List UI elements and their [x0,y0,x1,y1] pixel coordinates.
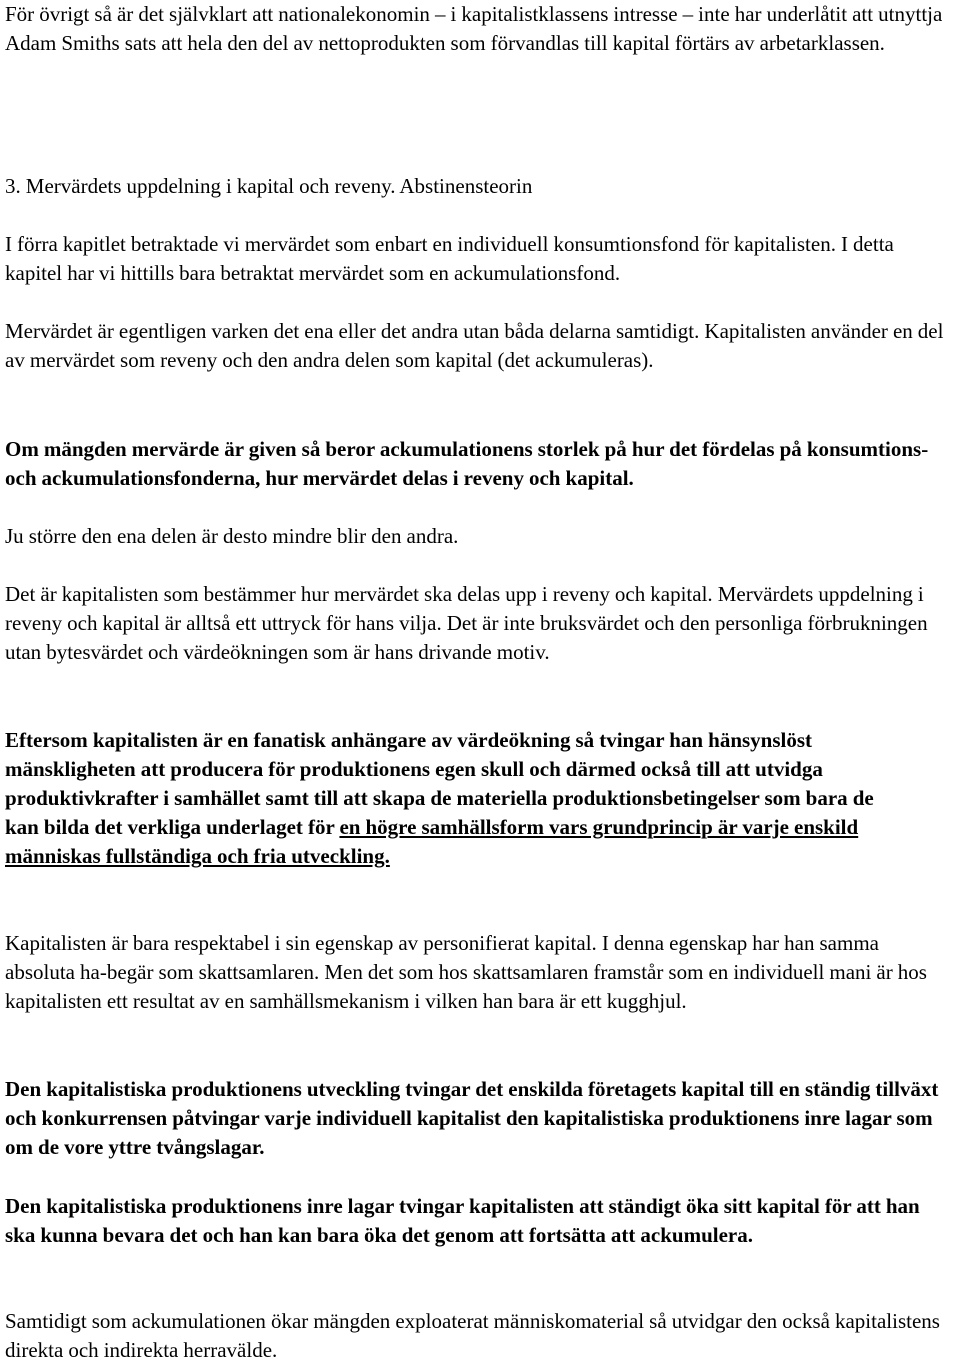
paragraph-bold-distribution: Om mängden mervärde är given så beror ackumulationens storlek på hur det fördelas på konsumtions- och ackumulationsfonderna, hur mervärdet delas i reveny och kapital. [5,437,929,490]
paragraph-respectable: Kapitalisten är bara respektabel i sin egenskap av personifierat kapital. I denna egenskap har han samma absoluta ha-begär som skattsamlaren. Men det som hos skattsamlaren framstår som en individuell mani är hos kapitalisten ett resultat av en samhällsmekanism i vilken han bara är ett kugghjul. [5,931,927,1013]
paragraph-intro: För övrigt så är det självklart att nationalekonomin – i kapitalistklassens intresse – inte har underlåtit att utnyttja Adam Smiths sats att hela den del av nettoprodukten som förvandlas till kapital förtärs av arbetarklassen. [5,2,943,55]
paragraph-bold-inner-laws: Den kapitalistiska produktionens inre lagar tvingar kapitalisten att ständigt öka sitt kapital för att han ska kunna bevara det och han kan bara öka det genom att fortsätta att ackumulera. [5,1194,920,1247]
paragraph-capitalist-decides: Det är kapitalisten som bestämmer hur mervärdet ska delas upp i reveny och kapital. Mervärdets uppdelning i reveny och kapital är alltså ett uttryck för hans vilja. Det är inte bruksvärdet och den personliga förbrukningen utan bytesvärdet och värdeökningen som är hans drivande motiv. [5,582,928,664]
higher-society-underlined-text: en högre samhällsform vars grundprincip är varje enskild människas fullständiga och fria utveckling. [5,815,859,868]
paragraph-bold-development: Den kapitalistiska produktionens utveckling tvingar det enskilda företagets kapital till en ständig tillväxt och konkurrensen påtvingar varje individuell kapitalist den kapitalistiska produktionens inre lagar som om de vore yttre tvångslagar. [5,1077,939,1159]
paragraph-larger-smaller: Ju större den ena delen är desto mindre blir den andra. [5,524,459,548]
paragraph-bold-fanatic [5,726,905,871]
paragraph-bold-fanatic-text: Eftersom kapitalisten är en fanatisk anhängare av värdeökning så tvingar han hänsynslöst mänskligheten att producera för produktionens egen skull och därmed också till att utvidga produktivkrafter i samhället samt till att skapa de materiella produktionsbetingelser som bara de kan bilda det verkliga underlaget för [5,728,874,839]
paragraph-surplus-both: Mervärdet är egentligen varken det ena eller det andra utan båda delarna samtidigt. Kapitalisten använder en del av mervärdet som reveny och den andra delen som kapital (det ackumuleras). [5,319,944,372]
section-heading: 3. Mervärdets uppdelning i kapital och reveny. Abstinensteorin [5,174,533,198]
paragraph-previous-chapter-text: I förra kapitlet betraktade vi mervärdet som enbart en individuell konsumtionsfond för kapitalisten. I detta kapitel har vi hittills bara betraktat mervärdet som en ackumulationsfond. [5,232,894,285]
paragraph-previous-chapter [5,230,950,288]
paragraph-exploitation: Samtidigt som ackumulationen ökar mängden exploaterat människomaterial så utvidgar den också kapitalistens direkta och indirekta herravälde. [5,1309,940,1362]
